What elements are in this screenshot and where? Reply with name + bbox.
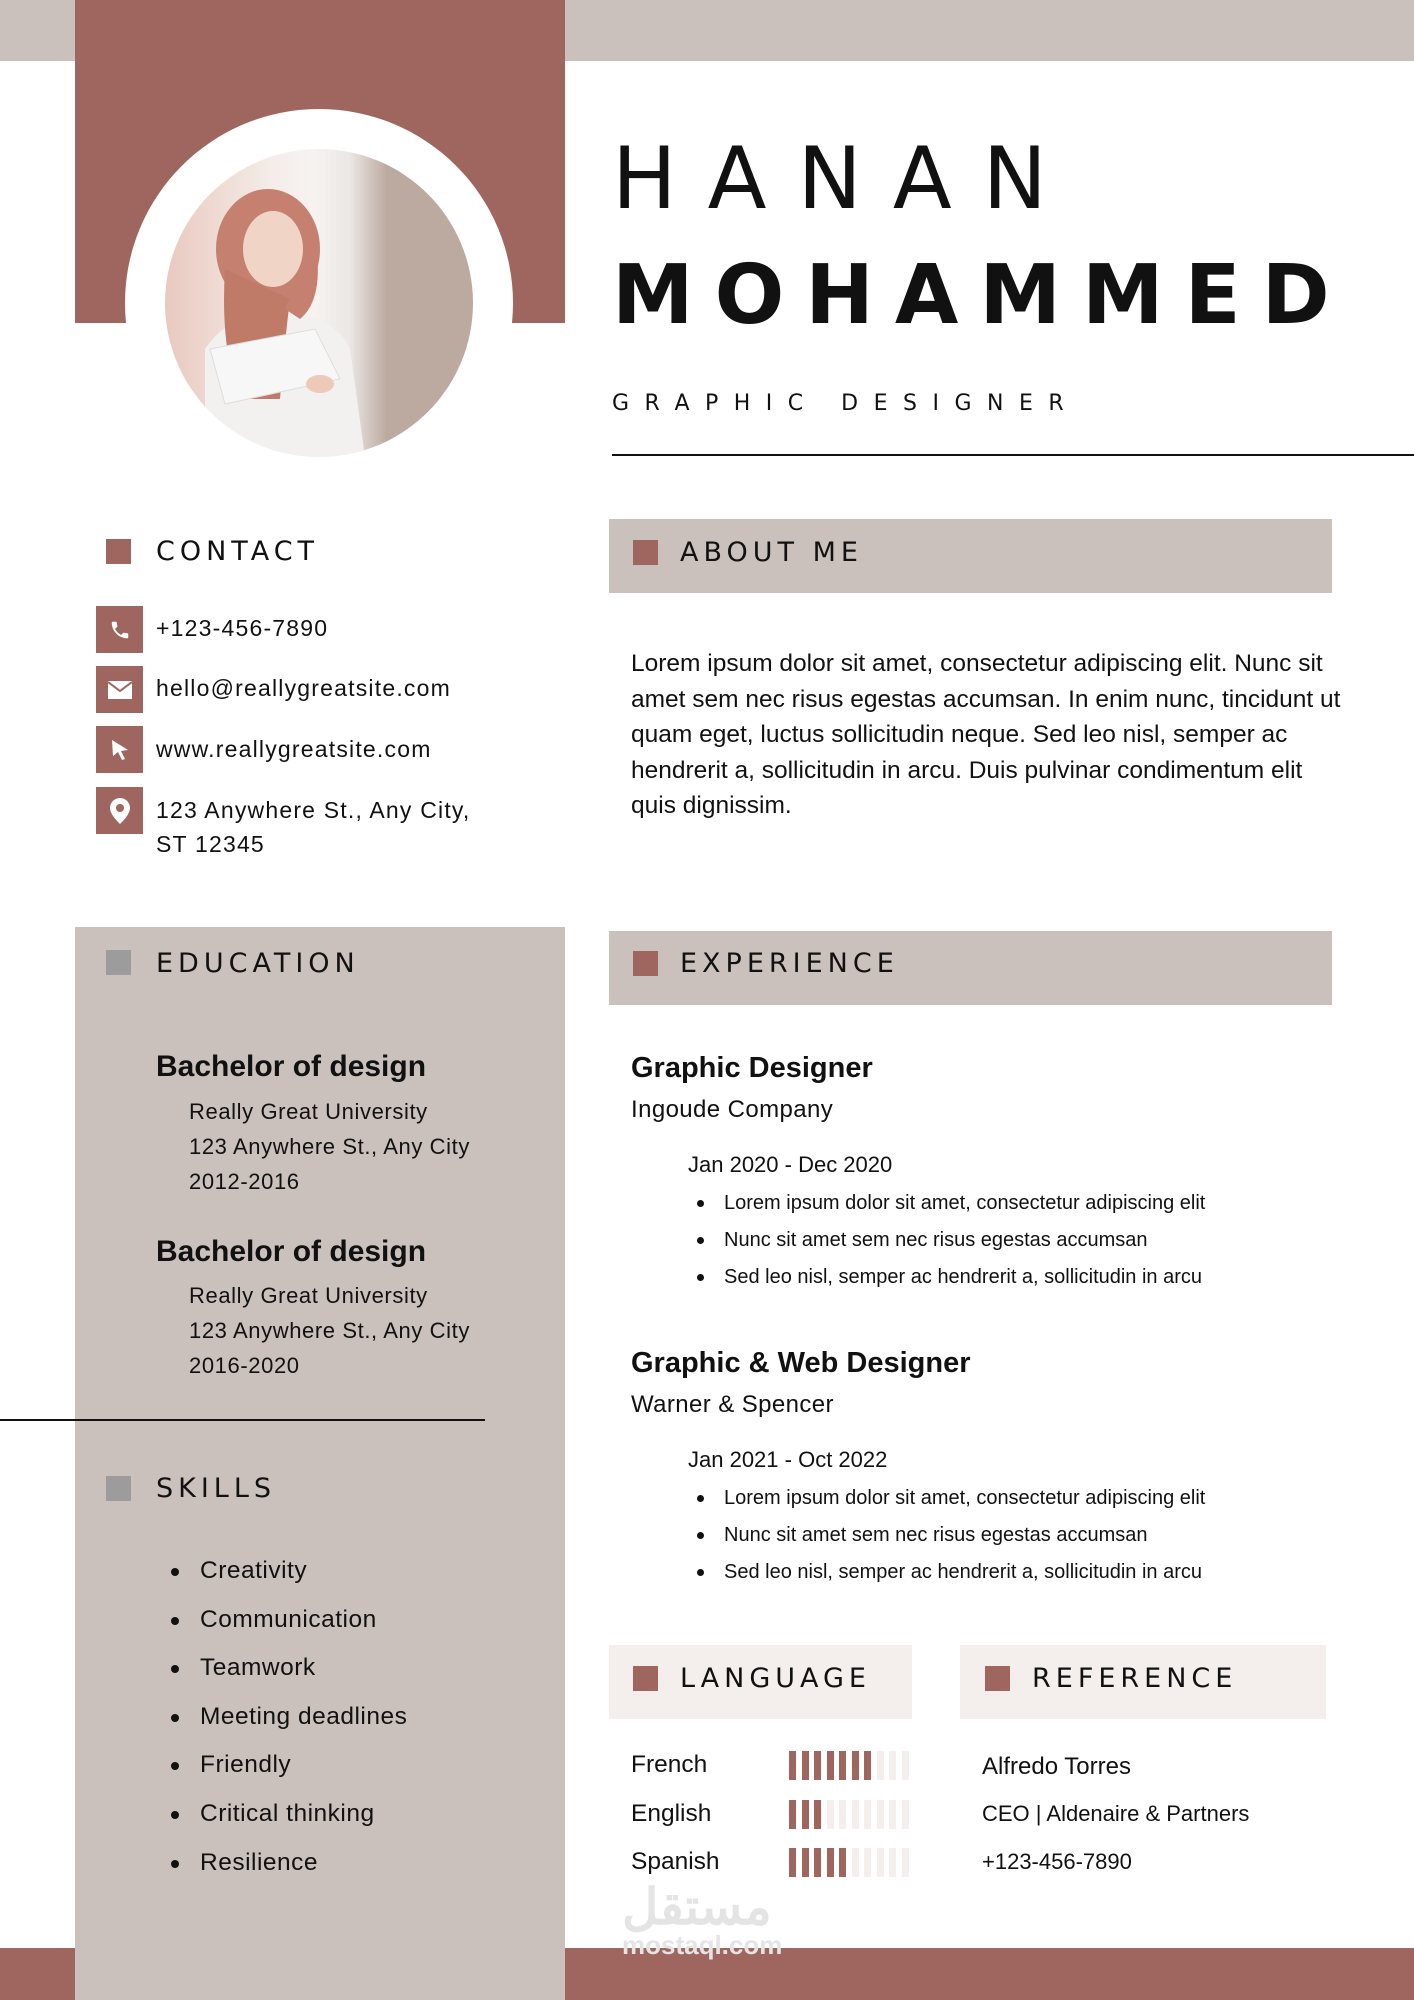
language-heading: LANGUAGE (680, 1663, 871, 1694)
section-marker (106, 539, 131, 564)
education-details (189, 1278, 470, 1383)
level-segment-filled (827, 1848, 834, 1877)
job-title: Graphic & Web Designer (631, 1347, 971, 1379)
level-segment-empty (852, 1848, 859, 1877)
level-segment-empty (902, 1848, 909, 1877)
job-bullet: Nunc sit amet sem nec risus egestas accumsan (724, 1524, 1148, 1546)
cursor-icon (96, 726, 143, 773)
level-segment-empty (889, 1848, 896, 1877)
education-address: 123 Anywhere St., Any City (189, 1318, 470, 1343)
left-panel-footer (75, 1948, 565, 2000)
skill-item: Creativity (200, 1557, 308, 1584)
job-dates: Jan 2020 - Dec 2020 (688, 1152, 893, 1177)
section-marker (985, 1666, 1010, 1691)
language-level-bar (789, 1848, 909, 1877)
level-segment-empty (827, 1800, 834, 1829)
job-bullet: Sed leo nisl, semper ac hendrerit a, sollicitudin in arcu (724, 1561, 1203, 1583)
reference-heading: REFERENCE (1032, 1663, 1238, 1694)
left-panel-background (75, 927, 565, 2000)
job-bullet: Sed leo nisl, semper ac hendrerit a, sollicitudin in arcu (724, 1266, 1203, 1288)
level-segment-empty (877, 1800, 884, 1829)
language-name: English (631, 1799, 712, 1827)
level-segment-filled (802, 1751, 809, 1780)
education-years: 2016-2020 (189, 1353, 300, 1378)
contact-email[interactable]: hello@reallygreatsite.com (156, 675, 451, 701)
education-years: 2012-2016 (189, 1169, 300, 1194)
bullet-dot (697, 1200, 704, 1207)
contact-heading: CONTACT (156, 536, 320, 567)
address-line-1: 123 Anywhere St., Any City, (156, 797, 471, 823)
level-segment-filled (802, 1800, 809, 1829)
level-segment-filled (814, 1751, 821, 1780)
header-divider (612, 454, 1414, 456)
last-name: MOHAMMED (612, 248, 1351, 343)
language-name: Spanish (631, 1848, 720, 1875)
language-level-bar (789, 1800, 909, 1829)
education-divider (0, 1419, 485, 1421)
skills-heading: SKILLS (156, 1473, 277, 1504)
email-icon (96, 666, 143, 713)
education-heading: EDUCATION (156, 948, 360, 979)
about-text: Lorem ipsum dolor sit amet, consectetur adipiscing elit. Nunc sit amet sem nec risus egestas accumsan. In enim nunc, tincidunt ut quam eget, luctus sollicitudin neque. Sed leo nisl, semper ac hendrerit a, sollicitudin in arcu. Duis pulvinar condimentum elit quis dignissim. (631, 650, 1341, 820)
level-segment-filled (789, 1800, 796, 1829)
section-marker (633, 1666, 658, 1691)
language-level-bar (789, 1751, 909, 1780)
contact-phone: +123-456-7890 (156, 615, 329, 641)
reference-phone: +123-456-7890 (982, 1849, 1132, 1874)
bullet-dot (171, 1714, 179, 1722)
level-segment-filled (789, 1848, 796, 1877)
phone-icon (96, 606, 143, 653)
job-company: Ingoude Company (631, 1096, 834, 1123)
level-segment-empty (852, 1800, 859, 1829)
level-segment-empty (902, 1800, 909, 1829)
bullet-dot (697, 1569, 704, 1576)
bullet-dot (697, 1532, 704, 1539)
section-marker (106, 1476, 131, 1501)
education-degree: Bachelor of design (156, 1235, 427, 1268)
skill-item: Teamwork (200, 1654, 316, 1682)
job-role: GRAPHIC DESIGNER (612, 391, 1080, 416)
section-marker (106, 950, 131, 975)
education-school: Really Great University (189, 1283, 428, 1308)
address-line-2: ST 12345 (156, 831, 265, 857)
language-name: French (631, 1751, 708, 1778)
level-segment-empty (877, 1751, 884, 1780)
education-degree: Bachelor of design (156, 1050, 427, 1083)
education-school: Really Great University (189, 1099, 428, 1124)
bullet-dot (697, 1274, 704, 1281)
reference-position: CEO | Aldenaire & Partners (982, 1801, 1250, 1826)
skill-item: Friendly (200, 1751, 292, 1779)
bullet-dot (171, 1568, 179, 1576)
level-segment-empty (902, 1751, 909, 1780)
watermark-logo: مستقل (622, 1879, 772, 1935)
job-bullet: Nunc sit amet sem nec risus egestas accumsan (724, 1229, 1148, 1251)
level-segment-empty (864, 1848, 871, 1877)
skill-item: Meeting deadlines (200, 1702, 408, 1730)
job-dates: Jan 2021 - Oct 2022 (688, 1447, 888, 1472)
contact-address (156, 793, 471, 861)
level-segment-filled (839, 1848, 846, 1877)
bullet-dot (171, 1811, 179, 1819)
level-segment-filled (864, 1751, 871, 1780)
bullet-dot (171, 1617, 179, 1625)
skill-item: Critical thinking (200, 1800, 375, 1827)
reference-name: Alfredo Torres (982, 1753, 1131, 1780)
skill-item: Communication (200, 1605, 377, 1633)
level-segment-empty (877, 1848, 884, 1877)
level-segment-empty (889, 1751, 896, 1780)
level-segment-filled (789, 1751, 796, 1780)
about-heading: ABOUT ME (680, 537, 863, 568)
skill-item: Resilience (200, 1848, 319, 1876)
job-title: Graphic Designer (631, 1052, 873, 1084)
watermark-url: mostaql.com (622, 1930, 783, 1960)
profile-photo (165, 149, 473, 457)
level-segment-empty (889, 1800, 896, 1829)
level-segment-filled (839, 1751, 846, 1780)
contact-website[interactable]: www.reallygreatsite.com (156, 736, 432, 762)
education-address: 123 Anywhere St., Any City (189, 1134, 470, 1159)
job-company: Warner & Spencer (631, 1391, 834, 1418)
person-illustration (165, 149, 473, 457)
level-segment-empty (839, 1800, 846, 1829)
section-marker (633, 540, 658, 565)
first-name: HANAN (612, 129, 1078, 229)
level-segment-filled (814, 1800, 821, 1829)
bullet-dot (697, 1237, 704, 1244)
experience-heading: EXPERIENCE (680, 948, 899, 979)
level-segment-empty (864, 1800, 871, 1829)
bullet-dot (171, 1860, 179, 1868)
bullet-dot (697, 1495, 704, 1502)
level-segment-filled (802, 1848, 809, 1877)
job-bullet: Lorem ipsum dolor sit amet, consectetur adipiscing elit (724, 1192, 1206, 1214)
job-bullet: Lorem ipsum dolor sit amet, consectetur adipiscing elit (724, 1487, 1206, 1509)
level-segment-filled (827, 1751, 834, 1780)
education-details (189, 1094, 470, 1199)
section-marker (633, 951, 658, 976)
level-segment-filled (814, 1848, 821, 1877)
level-segment-filled (852, 1751, 859, 1780)
location-pin-icon (96, 787, 143, 834)
